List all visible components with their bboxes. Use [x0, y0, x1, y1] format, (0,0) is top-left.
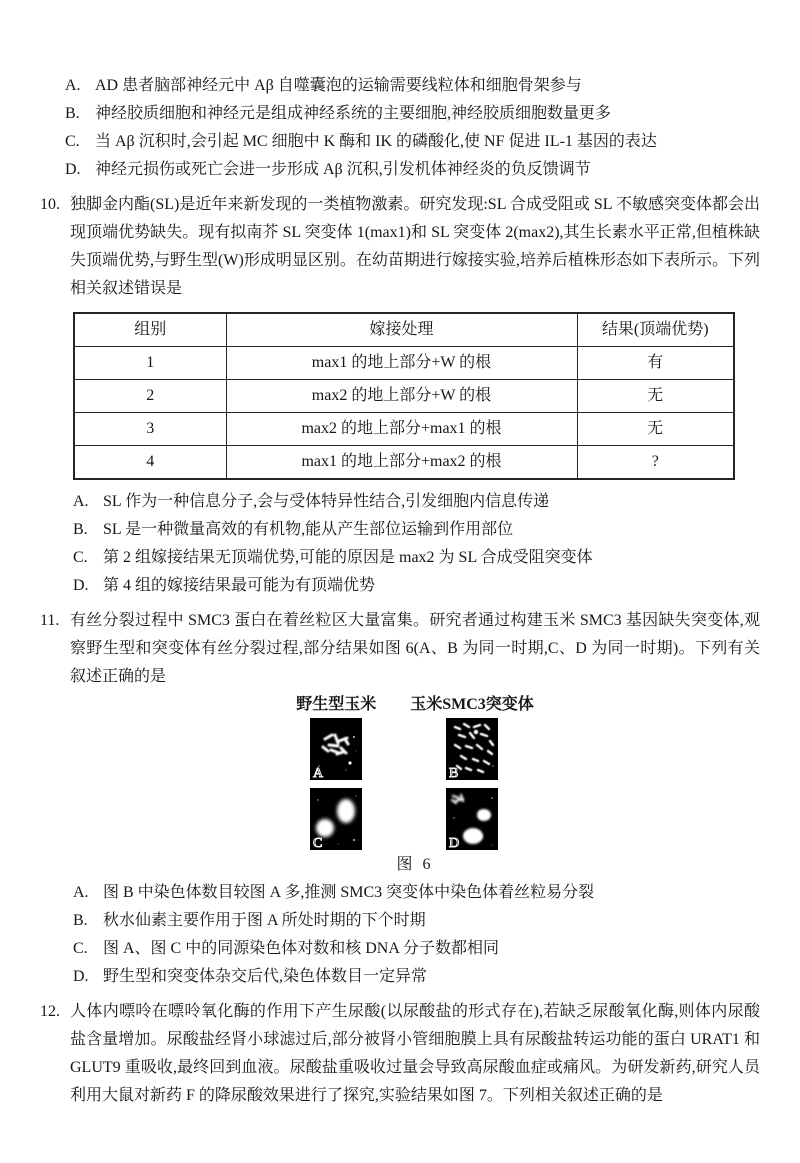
cell-treatment: max1 的地上部分+max2 的根 — [226, 446, 577, 480]
option-text: 图 B 中染色体数目较图 A 多,推测 SMC3 突变体中染色体着丝粒易分裂 — [103, 884, 595, 901]
header-treatment: 嫁接处理 — [226, 313, 577, 347]
option-text: 神经元损伤或死亡会进一步形成 Aβ 沉积,引发机体神经炎的负反馈调节 — [95, 161, 591, 178]
question-body — [70, 607, 760, 991]
question-body — [70, 998, 760, 1110]
header-group: 组别 — [74, 313, 226, 347]
option-label: C. — [65, 133, 80, 150]
header-result: 结果(顶端优势) — [577, 313, 734, 347]
cell-result: 无 — [577, 413, 734, 446]
table-row — [74, 413, 734, 446]
option-label: B. — [73, 912, 88, 929]
question-number: 10. — [40, 196, 60, 213]
panel-label: D — [449, 836, 460, 850]
panel-label: A — [313, 766, 324, 780]
option-label: A. — [73, 493, 89, 510]
question-10 — [40, 191, 760, 600]
option-b — [65, 100, 760, 128]
panel-label: B — [449, 766, 459, 780]
cell-treatment: max2 的地上部分+W 的根 — [226, 380, 577, 413]
option-d — [73, 572, 760, 600]
option-label: C. — [73, 549, 88, 566]
figure-column-mutant — [410, 695, 534, 850]
option-text: 第 4 组的嫁接结果最可能为有顶端优势 — [103, 577, 376, 594]
option-label: B. — [73, 521, 88, 538]
question-9-options — [65, 72, 760, 184]
option-label: B. — [65, 105, 80, 122]
question-stem: 有丝分裂过程中 SMC3 蛋白在着丝粒区大量富集。研究者通过构建玉米 SMC3 基因缺失突变体,观察野生型和突变体有丝分裂过程,部分结果如图 6(A、B 为同一时期,C、D 为同一时期)。下列有关叙述正确的是 — [70, 612, 760, 685]
micrograph-panel-b — [446, 718, 498, 780]
option-c — [73, 544, 760, 572]
option-a — [73, 879, 760, 907]
cell-treatment: max1 的地上部分+W 的根 — [226, 347, 577, 380]
cell-group: 4 — [74, 446, 226, 480]
option-text: SL 作为一种信息分子,会与受体特异性结合,引发细胞内信息传递 — [103, 493, 550, 510]
micrograph-panel-a — [310, 718, 362, 780]
table-row — [74, 446, 734, 480]
option-label: D. — [65, 161, 81, 178]
option-label: A. — [65, 77, 81, 94]
figure-column-header-mutant: 玉米SMC3突变体 — [410, 696, 534, 713]
question-number: 12. — [40, 1003, 60, 1020]
figure-caption: 图 6 — [396, 856, 434, 873]
question-12 — [40, 998, 760, 1110]
option-b — [73, 907, 760, 935]
question-11 — [40, 607, 760, 991]
option-text: 当 Aβ 沉积时,会引起 MC 细胞中 K 酶和 IK 的磷酸化,使 NF 促进 IL-1 基因的表达 — [95, 133, 657, 150]
question-stem: 独脚金内酯(SL)是近年来新发现的一类植物激素。研究发现:SL 合成受阻或 SL 不敏感突变体都会出现顶端优势缺失。现有拟南芥 SL 突变体 1(max1)和 SL 突变体 2(max2),其生长素水平正常,但植株缺失顶端优势,与野生型(W)形成明显区别。在幼苗期进行嫁接实验,培养后植株形态如下表所示。下列相关叙述错误是 — [70, 196, 760, 297]
figure-6 — [70, 695, 760, 877]
question-11-options — [73, 879, 760, 991]
option-text: 图 A、图 C 中的同源染色体对数和核 DNA 分子数都相同 — [103, 940, 500, 957]
cell-result: ? — [577, 446, 734, 480]
option-label: D. — [73, 577, 89, 594]
cell-group: 1 — [74, 347, 226, 380]
option-c — [73, 935, 760, 963]
question-stem: 人体内嘌呤在嘌呤氧化酶的作用下产生尿酸(以尿酸盐的形式存在),若缺乏尿酸氧化酶,则体内尿酸盐含量增加。尿酸盐经肾小球滤过后,部分被肾小管细胞膜上具有尿酸盐转运功能的蛋白 URAT1 和 GLUT9 重吸收,最终回到血液。尿酸盐重吸收过量会导致高尿酸血症或痛风。为研发新药,研究人员利用大鼠对新药 F 的降尿酸效果进行了探究,实验结果如图 7。下列相关叙述正确的是 — [70, 1003, 760, 1104]
figure-panels — [70, 695, 760, 850]
option-c — [65, 128, 760, 156]
option-b — [73, 516, 760, 544]
table-row — [74, 347, 734, 380]
table-header-row — [74, 313, 734, 347]
option-text: 野生型和突变体杂交后代,染色体数目一定异常 — [103, 968, 428, 985]
question-number: 11. — [40, 612, 60, 629]
micrograph-panel-c — [310, 788, 362, 850]
cell-result: 无 — [577, 380, 734, 413]
cell-group: 3 — [74, 413, 226, 446]
option-text: 第 2 组嫁接结果无顶端优势,可能的原因是 max2 为 SL 合成受阻突变体 — [103, 549, 593, 566]
cell-group: 2 — [74, 380, 226, 413]
option-text: 神经胶质细胞和神经元是组成神经系统的主要细胞,神经胶质细胞数量更多 — [95, 105, 612, 122]
option-text: 秋水仙素主要作用于图 A 所处时期的下个时期 — [103, 912, 426, 929]
option-text: SL 是一种微量高效的有机物,能从产生部位运输到作用部位 — [103, 521, 514, 538]
option-a — [65, 72, 760, 100]
option-d — [73, 963, 760, 991]
cell-result: 有 — [577, 347, 734, 380]
option-text: AD 患者脑部神经元中 Aβ 自噬囊泡的运输需要线粒体和细胞骨架参与 — [95, 77, 582, 94]
option-d — [65, 156, 760, 184]
question-body — [70, 191, 760, 600]
option-label: D. — [73, 968, 89, 985]
figure-column-header-wildtype: 野生型玉米 — [296, 696, 377, 713]
panel-label: C — [313, 836, 323, 850]
micrograph-panel-d — [446, 788, 498, 850]
grafting-results-table — [73, 312, 735, 480]
option-label: A. — [73, 884, 89, 901]
option-label: C. — [73, 940, 88, 957]
table-row — [74, 380, 734, 413]
question-10-options — [73, 488, 760, 600]
option-a — [73, 488, 760, 516]
figure-column-wildtype — [296, 695, 376, 850]
cell-treatment: max2 的地上部分+max1 的根 — [226, 413, 577, 446]
